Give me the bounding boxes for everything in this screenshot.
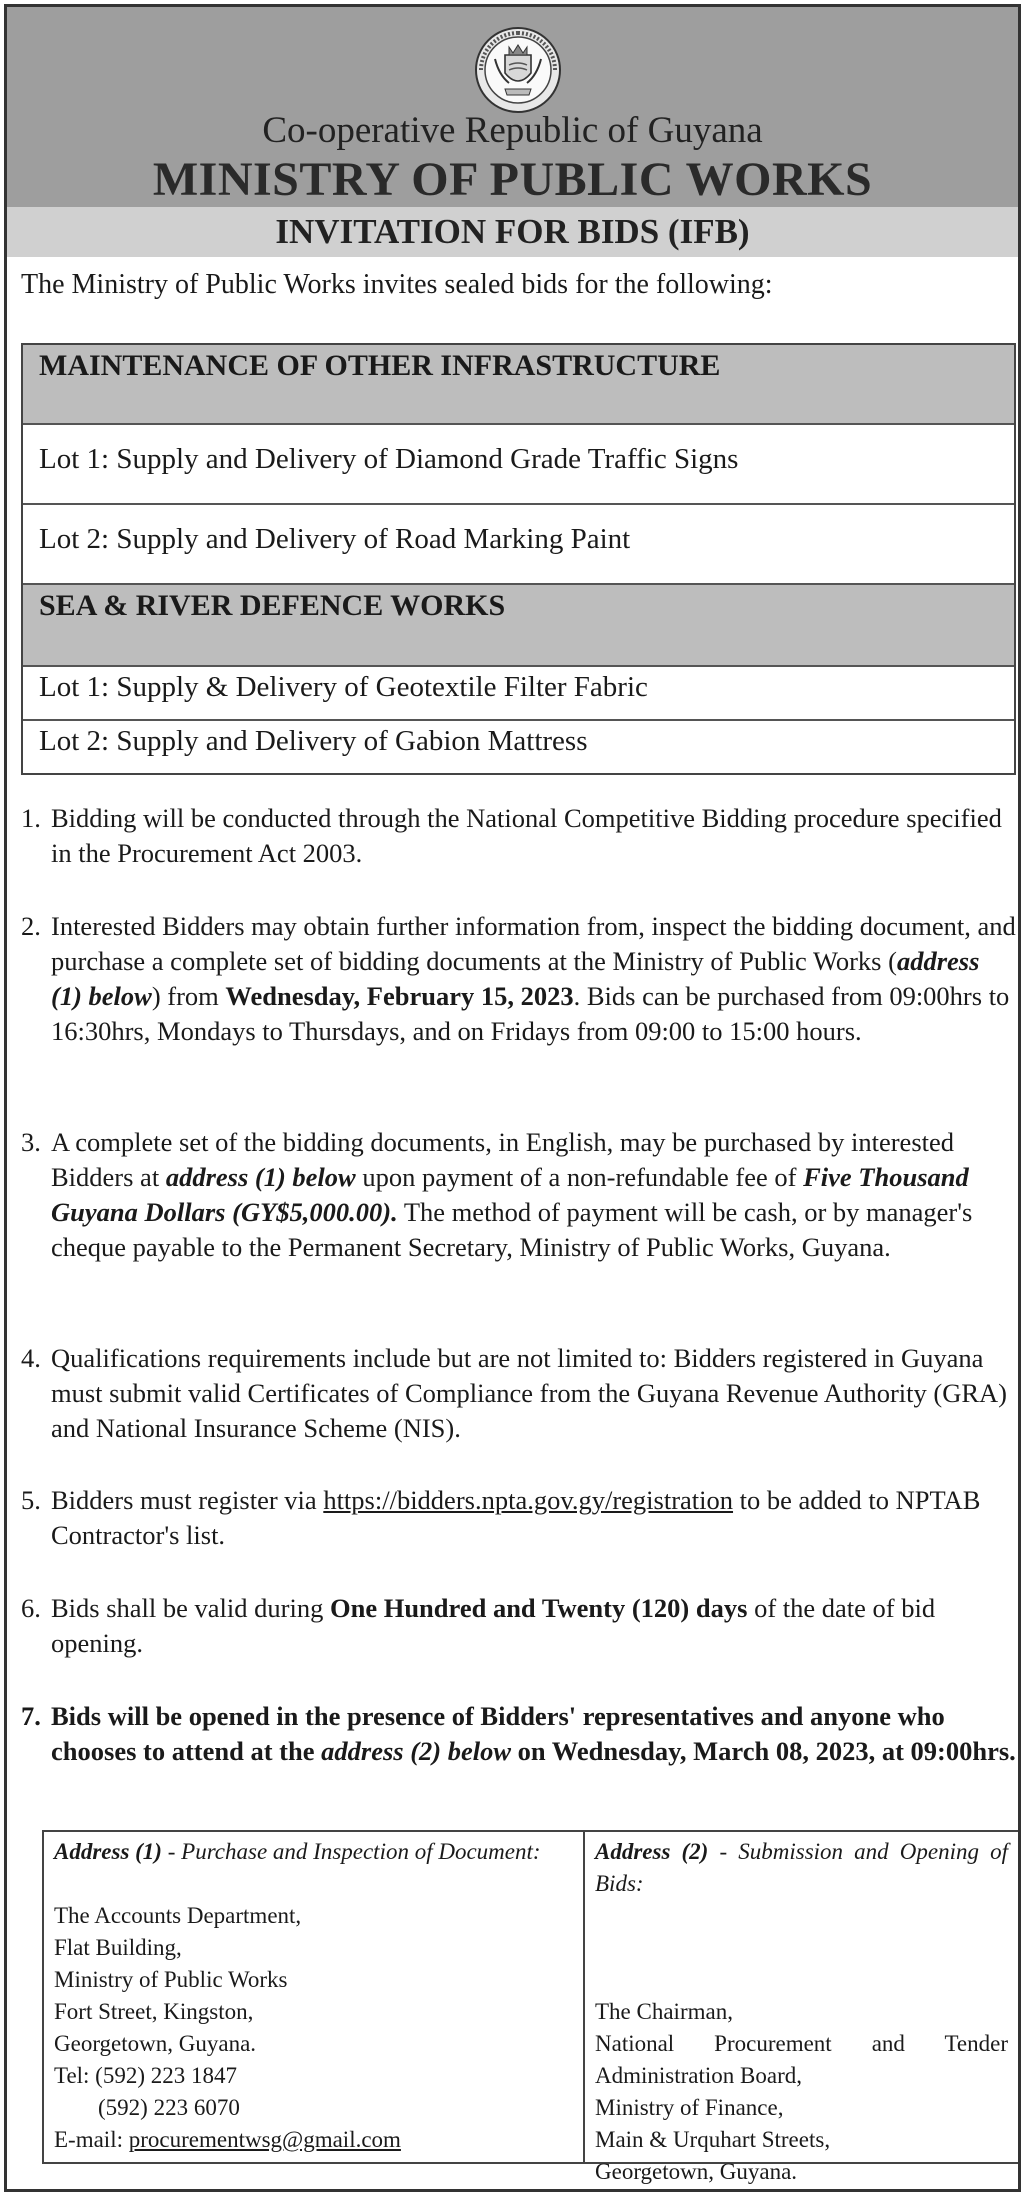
list-item [21, 801, 1016, 871]
text-run: upon payment of a non-refundable fee of [355, 1162, 804, 1192]
address-line: Flat Building, [54, 1935, 182, 1960]
address-label: Address (1) [54, 1839, 162, 1864]
list-item [21, 909, 1016, 1049]
ministry-name: MINISTRY OF PUBLIC WORKS [152, 153, 873, 206]
lots-table [21, 343, 1016, 775]
text-run: The method of payment will be cash, or by manager's cheque payable to the Permanent Secretary, Ministry of Public Works, Guyana. [51, 1197, 973, 1262]
telephone-line: (592) 223 6070 [98, 2095, 240, 2120]
address-table [42, 1830, 1020, 2184]
telephone-line: Tel: (592) 223 1847 [54, 2063, 238, 2088]
text-run: Bids shall be valid during [51, 1593, 330, 1623]
list-item-text: Bidding will be conducted through the National Competitive Bidding procedure specified in the Procurement Act 2003. [51, 803, 1002, 868]
address-line: Fort Street, Kingston, [54, 1999, 254, 2024]
email-link[interactable]: procurementwsg@gmail.com [128, 2127, 401, 2152]
list-number: 5. [21, 1485, 41, 1515]
list-item [21, 1591, 1016, 1661]
address-line: Ministry of Public Works [54, 1967, 288, 1992]
lot-item: Lot 2: Supply and Delivery of Road Marking Paint [23, 505, 1014, 585]
registration-link[interactable]: https://bidders.npta.gov.gy/registration [323, 1485, 734, 1515]
bid-validity-period: One Hundred and Twenty (120) days [329, 1593, 748, 1623]
list-number: 4. [21, 1343, 41, 1373]
intro-text: The Ministry of Public Works invites sealed bids for the following: [21, 269, 773, 300]
masthead [7, 7, 1018, 207]
lot-item: Lot 2: Supply and Delivery of Gabion Mattress [39, 725, 588, 757]
ifb-notice [4, 4, 1021, 2192]
address-line: Georgetown, Guyana. [595, 2159, 798, 2184]
email-line [54, 2124, 573, 2156]
text-run: Bidders must register via [51, 1485, 324, 1515]
bid-document-fee: Five Thousand Guyana Dollars (GY$5,000.00). [51, 1162, 969, 1227]
address-line: National Procurement and Tender [595, 2031, 1008, 2056]
address-line: Main & Urquhart Streets, [595, 2127, 831, 2152]
list-item [21, 1341, 1016, 1446]
guyana-coat-of-arms-seal-icon [473, 25, 563, 115]
address-1-cell [44, 1832, 585, 2162]
lot-category-heading: SEA & RIVER DEFENCE WORKS [23, 585, 1014, 667]
address-reference: address (1) below [51, 946, 980, 1011]
list-item [21, 1483, 1016, 1553]
address-line: The Accounts Department, [54, 1903, 302, 1928]
list-item-text: Qualifications requirements include but are not limited to: Bidders registered in Guyana must submit valid Certificates of Compliance from the Guyana Revenue Authority (GRA) and National Insurance Scheme (NIS). [51, 1343, 1008, 1443]
lot-item: Lot 1: Supply and Delivery of Diamond Grade Traffic Signs [23, 425, 1014, 505]
text-run: A complete set of the bidding documents, in English, may be purchased by interested Bidders at [51, 1127, 955, 1192]
address-line: Administration Board, [595, 2063, 802, 2088]
text-run: Bids will be opened in the presence of Bidders' representatives and anyone who chooses to attend at the [51, 1701, 945, 1766]
text-run: Interested Bidders may obtain further information from, inspect the bidding document, and purchase a complete set of bidding documents at the Ministry of Public Works ( [51, 911, 1016, 976]
address-reference: address (1) below [165, 1162, 356, 1192]
purchase-start-date: Wednesday, February 15, 2023 [225, 981, 574, 1011]
text-run: ) from [151, 981, 226, 1011]
list-item [21, 1699, 1016, 1769]
country-name: Co-operative Republic of Guyana [262, 110, 763, 151]
text-run: of the date of bid opening. [51, 1593, 936, 1658]
email-label: E-mail: [54, 2127, 129, 2152]
address-2-cell [585, 1832, 1018, 2184]
text-run: . Bids can be purchased from 09:00hrs to 16:30hrs, Mondays to Thursdays, and on Fridays from 09:00 to 15:00 hours. [51, 981, 1010, 1046]
address-line: Ministry of Finance, [595, 2095, 784, 2120]
lot-category-heading: MAINTENANCE OF OTHER INFRASTRUCTURE [23, 345, 1014, 425]
list-number: 7. [21, 1701, 41, 1731]
address-line: The Chairman, [595, 1999, 733, 2024]
list-item-text [51, 1483, 1016, 1553]
list-item-text [51, 909, 1016, 1049]
list-item-text [51, 1125, 1016, 1265]
list-item-text [51, 1591, 1016, 1661]
list-number: 1. [21, 803, 41, 833]
lot-item: Lot 1: Supply & Delivery of Geotextile Filter Fabric [23, 667, 1014, 721]
address-label: Address (2) [595, 1839, 709, 1864]
list-item [21, 1125, 1016, 1265]
address-2-title [595, 1836, 1008, 1900]
list-number: 2. [21, 911, 41, 941]
address-reference: address (2) below [321, 1736, 512, 1766]
bid-opening-date: on Wednesday, March 08, 2023, at 09:00hrs. [511, 1736, 1016, 1766]
notice-type-title: INVITATION FOR BIDS (IFB) [7, 207, 1018, 257]
address-1-title [54, 1836, 573, 1868]
text-run: to be added to NPTAB Contractor's list. [51, 1485, 981, 1550]
list-number: 3. [21, 1127, 41, 1157]
address-purpose: - Purchase and Inspection of Document: [161, 1839, 541, 1864]
address-purpose: - Submission and Opening of Bids: [595, 1839, 1008, 1896]
list-item-text [51, 1699, 1016, 1769]
address-line: Georgetown, Guyana. [54, 2031, 257, 2056]
list-number: 6. [21, 1593, 41, 1623]
